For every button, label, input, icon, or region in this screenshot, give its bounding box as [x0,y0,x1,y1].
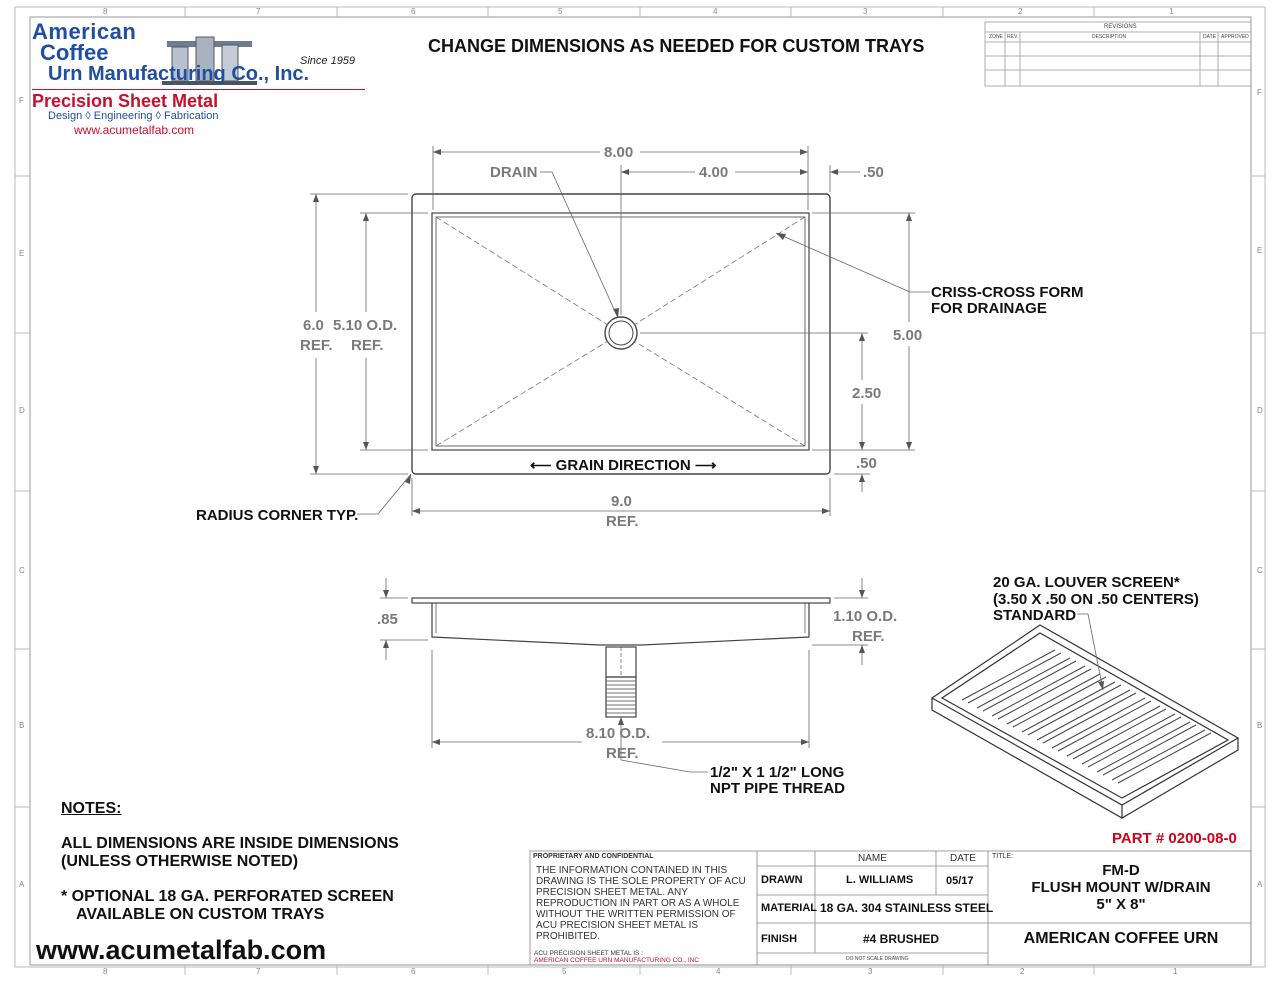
zone-col-8: 8 [103,7,108,16]
drawing-title-2: FLUSH MOUNT W/DRAIN [1031,879,1211,896]
brand-name: Precision Sheet Metal [32,91,219,111]
criss-cross-label-2: FOR DRAINAGE [931,300,1047,317]
zone-col-5: 5 [558,7,563,16]
overall-height-ref: REF. [300,337,333,354]
zone-col-7-bottom: 7 [256,967,261,976]
zone-col-8-bottom: 8 [103,967,108,976]
drawn-label: DRAWN [761,874,803,886]
zone-row-f: F [19,96,24,105]
drawn-name: L. WILLIAMS [846,874,914,886]
company-name: AMERICAN COFFEE URN [1023,930,1219,947]
revisions-col-approved: APPROVED [1221,34,1249,40]
logo-rule [32,89,365,90]
radius-corner-label: RADIUS CORNER TYP. [196,507,359,524]
drawing-title [990,862,1252,913]
od-height-side: 1.10 O.D. [833,608,898,625]
screen-note-1: 20 GA. LOUVER SCREEN* [993,574,1180,591]
zone-col-2: 2 [1018,7,1023,16]
zone-col-1: 1 [1169,7,1174,16]
proprietary-title: PROPRIETARY AND CONFIDENTIAL [533,853,654,860]
proprietary-text: THE INFORMATION CONTAINED IN THIS DRAWING IS THE SOLE PROPERTY OF ACU PRECISION SHEET METAL. ANY REPRODUCTION IN PART OR AS A WHOLE WITHOUT THE WRITTEN PERMISSION OF ACU PRECISION SHEET METAL IS PROHIBITED. [536,865,746,942]
drawn-date: 05/17 [946,875,974,887]
acu-line: ACU PRECISION SHEET METAL IS : [534,950,643,957]
website-small-link[interactable]: www.acumetalfab.com [74,123,195,137]
finish-label: FINISH [761,933,798,945]
do-not-scale: DO NOT SCALE DRAWING [846,956,909,962]
zone-col-4: 4 [713,7,718,16]
revisions-title: REVISIONS [1104,24,1137,30]
zone-col-2-bottom: 2 [1020,967,1025,976]
screen-note-2: (3.50 X .50 ON .50 CENTERS) [993,591,1199,608]
zone-row-e-right: E [1257,246,1263,255]
depth-dim: .85 [377,611,398,628]
revisions-col-description: DESCRIPTION [1092,34,1127,40]
zone-col-6: 6 [411,7,416,16]
zone-col-6-bottom: 6 [411,967,416,976]
material-value: 18 GA. 304 STAINLESS STEEL [820,901,994,915]
dim-height: 5.00 [893,327,923,344]
logo-line-urn: Urn Manufacturing Co., Inc. [48,63,310,85]
zone-col-7: 7 [256,7,261,16]
zone-col-3-bottom: 3 [868,967,873,976]
zone-row-d-right: D [1257,406,1263,415]
zone-col-5-bottom: 5 [562,967,567,976]
note-2b: AVAILABLE ON CUSTOM TRAYS [76,906,325,923]
zone-row-c-right: C [1257,566,1263,575]
pipe-thread-label-2: NPT PIPE THREAD [710,780,846,797]
finish-value: #4 BRUSHED [863,932,940,946]
drawing-title-3: 5" X 8" [1096,896,1146,913]
logo-line-coffee: Coffee [40,40,109,65]
brand-tagline: Design ◊ Engineering ◊ Fabrication [48,110,219,122]
note-2a: * OPTIONAL 18 GA. PERFORATED SCREEN [61,888,394,905]
pipe-thread-label-1: 1/2" X 1 1/2" LONG [710,764,845,781]
od-height-value: 5.10 O.D. [333,317,398,334]
page-title: CHANGE DIMENSIONS AS NEEDED FOR CUSTOM TRAYS [428,36,925,56]
drawing-title-1: FM-D [1102,862,1140,879]
zone-row-b-right: B [1257,721,1263,730]
zone-row-d: D [19,406,25,415]
note-1b: (UNLESS OTHERWISE NOTED) [61,853,299,870]
grain-direction-label: ⟵ GRAIN DIRECTION ⟶ [530,457,717,474]
od-height-side-ref: REF. [852,628,885,645]
zone-row-a-right: A [1257,880,1263,889]
website-large-link[interactable]: www.acumetalfab.com [36,935,327,965]
name-header: NAME [858,853,887,864]
zone-row-c: C [19,566,25,575]
dim-flange-top: .50 [863,164,884,181]
dim-half-width: 4.00 [699,164,729,181]
material-label: MATERIAL [761,902,818,914]
screen-note-3: STANDARD [993,607,1077,624]
zone-row-f-right: F [1257,88,1262,97]
od-height-ref: REF. [351,337,384,354]
note-1a: ALL DIMENSIONS ARE INSIDE DIMENSIONS [61,835,399,852]
criss-cross-label-1: CRISS-CROSS FORM [931,284,1084,301]
acu-line-2: AMERICAN COFFEE URN MANUFACTURING CO., INC [534,957,700,964]
zone-col-3: 3 [863,7,868,16]
dim-width: 8.00 [604,144,634,161]
revisions-col-date: DATE [1203,34,1216,40]
zone-row-a: A [19,880,25,889]
revisions-col-rev: REV. [1007,34,1019,40]
dim-flange-bottom: .50 [856,455,877,472]
logo-since: Since 1959 [300,55,356,67]
drain-label: DRAIN [490,164,538,181]
company-logo [32,19,372,139]
dim-half-height: 2.50 [852,385,882,402]
part-number: PART # 0200-08-0 [1112,830,1237,847]
revisions-col-zone: ZONE [989,34,1003,40]
overall-width-value: 9.0 [611,493,632,510]
od-width-side-ref: REF. [606,745,639,762]
logo-line-american: American [32,19,137,44]
date-header: DATE [950,853,976,864]
od-width-side: 8.10 O.D. [586,725,651,742]
zone-row-b: B [19,721,25,730]
zone-col-1-bottom: 1 [1173,967,1178,976]
notes-heading: NOTES: [61,800,122,817]
zone-row-e: E [19,249,25,258]
overall-height-value: 6.0 [303,317,324,334]
title-header: TITLE: [992,853,1014,860]
zone-col-4-bottom: 4 [716,967,721,976]
overall-width-ref: REF. [606,513,639,530]
